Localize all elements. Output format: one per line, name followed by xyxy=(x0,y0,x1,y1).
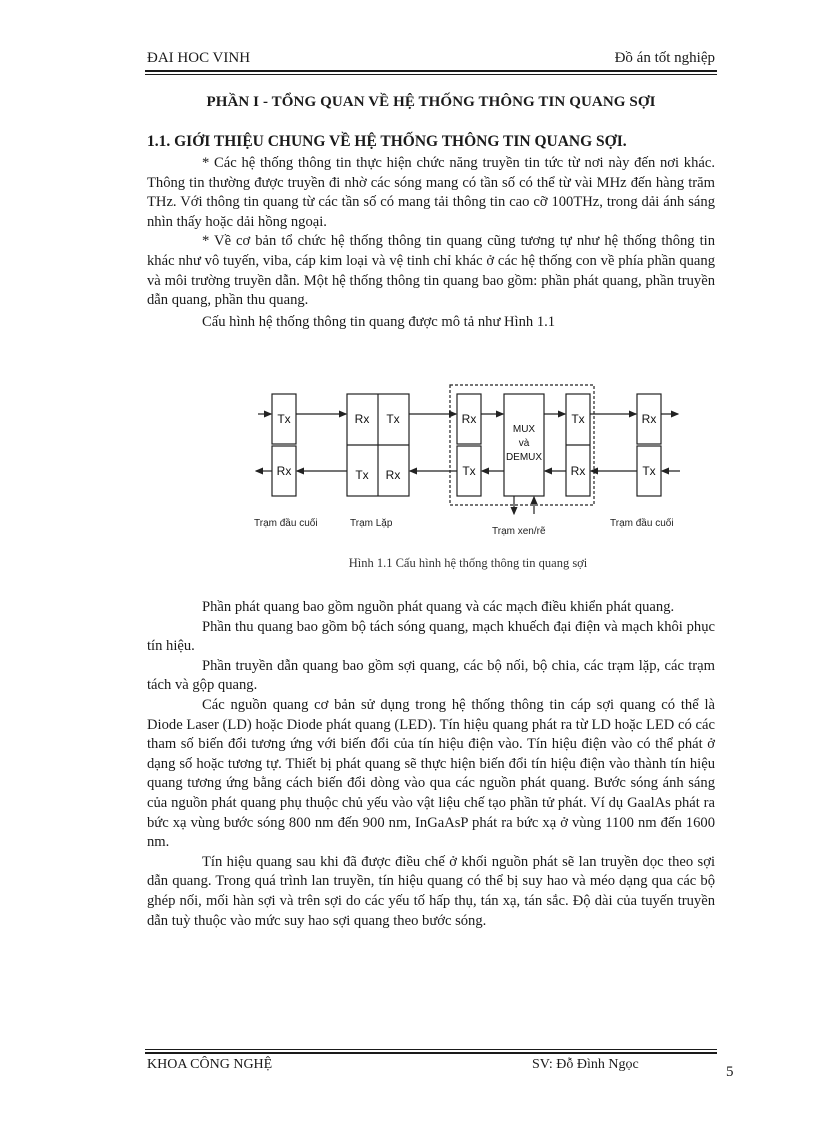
label-tx: Tx xyxy=(386,412,400,426)
body-text-bottom xyxy=(147,598,715,931)
paragraph: Phần truyền dẫn quang bao gồm sợi quang, các bộ nối, bộ chia, các trạm lặp, các trạm tách và gộp quang. xyxy=(147,657,715,694)
paragraph: Cấu hình hệ thống thông tin quang được mô tả như Hình 1.1 xyxy=(202,313,556,330)
label-rx: Rx xyxy=(461,412,477,426)
label-tx: Tx xyxy=(642,464,656,478)
header-university: ĐAI HOC VINH xyxy=(147,50,251,66)
header-rule-thin xyxy=(145,74,717,75)
label-va: và xyxy=(518,438,530,449)
label-rx: Rx xyxy=(641,412,657,426)
label-tx: Tx xyxy=(462,464,476,478)
label-repeater: Trạm Lặp xyxy=(350,518,393,529)
label-demux: DEMUX xyxy=(505,452,543,463)
label-rx: Rx xyxy=(276,464,292,478)
footer-faculty: KHOA CÔNG NGHỆ xyxy=(147,1057,273,1072)
header-rule xyxy=(145,70,717,72)
paragraph: * Về cơ bản tổ chức hệ thống thông tin quang cũng tương tự như hệ thống thông tin khác như vô tuyến, viba, cáp kim loại và vệ tinh chỉ khác ở các hệ thống con về phía phần quang và môi trường truyền dẫn. Một hệ thống thông tin quang bao gồm: phần phát quang, phần truyền dẫn quang, phần thu quang. xyxy=(147,233,715,309)
paragraph: Tín hiệu quang sau khi đã được điều chế ở khối nguồn phát sẽ lan truyền dọc theo sợi dẫn quang. Trong quá trình lan truyền, tín hiệu quang có thể bị suy hao và méo dạng qua các bộ ghép nối, mối hàn sợi và trên sợi do các yếu tố hấp thụ, tán xạ, tán sắc. Độ dài của tuyến truyền dẫn tuỳ thuộc vào mức suy hao sợi quang theo bước sóng. xyxy=(147,853,715,929)
footer-rule xyxy=(145,1049,717,1050)
figure-caption: Hình 1.1 Cấu hình hệ thống thông tin quang sợi xyxy=(348,556,588,570)
label-rx: Rx xyxy=(354,412,370,426)
page-header xyxy=(147,50,715,70)
body-text-top xyxy=(147,154,715,332)
label-rx: Rx xyxy=(385,468,401,482)
page-number: 5 xyxy=(726,1064,734,1080)
paragraph: Phần phát quang bao gồm nguồn phát quang và các mạch điều khiển phát quang. xyxy=(202,599,675,615)
label-tx: Tx xyxy=(355,468,369,482)
header-doc-type: Đồ án tốt nghiệp xyxy=(614,50,715,66)
label-terminal-left: Trạm đầu cuối xyxy=(254,518,318,529)
label-terminal-right: Trạm đầu cuối xyxy=(610,518,674,529)
footer-student: SV: Đỗ Đình Ngọc xyxy=(532,1057,639,1072)
footer-rule-thick xyxy=(145,1052,717,1054)
paragraph: * Các hệ thống thông tin thực hiện chức năng truyền tin tức từ nơi này đến nơi khác. Thông tin thường được truyền đi nhờ các sóng mang có tần số có thể từ vài MHz đến hàng trăm THz. Với thông tin quang từ các tần số có mang tải thông tin cao cỡ 100THz, trong dải ánh sáng nhìn thấy hoặc dải hồng ngoại. xyxy=(147,155,715,230)
label-adddrop: Trạm xen/rẽ xyxy=(492,526,546,537)
part-title: PHẦN I - TỔNG QUAN VỀ HỆ THỐNG THÔNG TIN QUANG SỢI xyxy=(206,94,656,110)
label-tx: Tx xyxy=(571,412,585,426)
label-tx: Tx xyxy=(277,412,291,426)
paragraph: Các nguồn quang cơ bản sử dụng trong hệ thống thông tin cáp sợi quang có thể là Diode Laser (LD) hoặc Diode phát quang (LED). Tín hiệu quang phát ra từ LD hoặc LED có các tham số biến đổi tương ứng với biến đổi của tín hiệu điện vào. Tín hiệu điện vào có thể phát ở dạng số hoặc tương tự. Thiết bị phát quang sẽ thực hiện biến đổi tín hiệu điện vào thành tín hiệu quang tương ứng bằng cách biến đổi dòng vào qua các nguồn phát quang. Bước sóng ánh sáng của nguồn phát quang phụ thuộc chủ yếu vào vật liệu chế tạo phần tử phát. Ví dụ GaalAs phát ra bức xạ vùng bước sóng 800 nm đến 900 nm, InGaAsP phát ra bức xạ ở vùng 1100 nm đến 1600 nm. xyxy=(147,696,715,851)
paragraph: Phần thu quang bao gồm bộ tách sóng quang, mạch khuếch đại điện và mạch khôi phục tín hiệu. xyxy=(147,618,715,655)
label-mux: MUX xyxy=(512,424,536,435)
system-diagram xyxy=(252,384,684,542)
label-rx: Rx xyxy=(570,464,586,478)
section-title: 1.1. GIỚI THIỆU CHUNG VỀ HỆ THỐNG THÔNG TIN QUANG SỢI. xyxy=(147,133,627,150)
